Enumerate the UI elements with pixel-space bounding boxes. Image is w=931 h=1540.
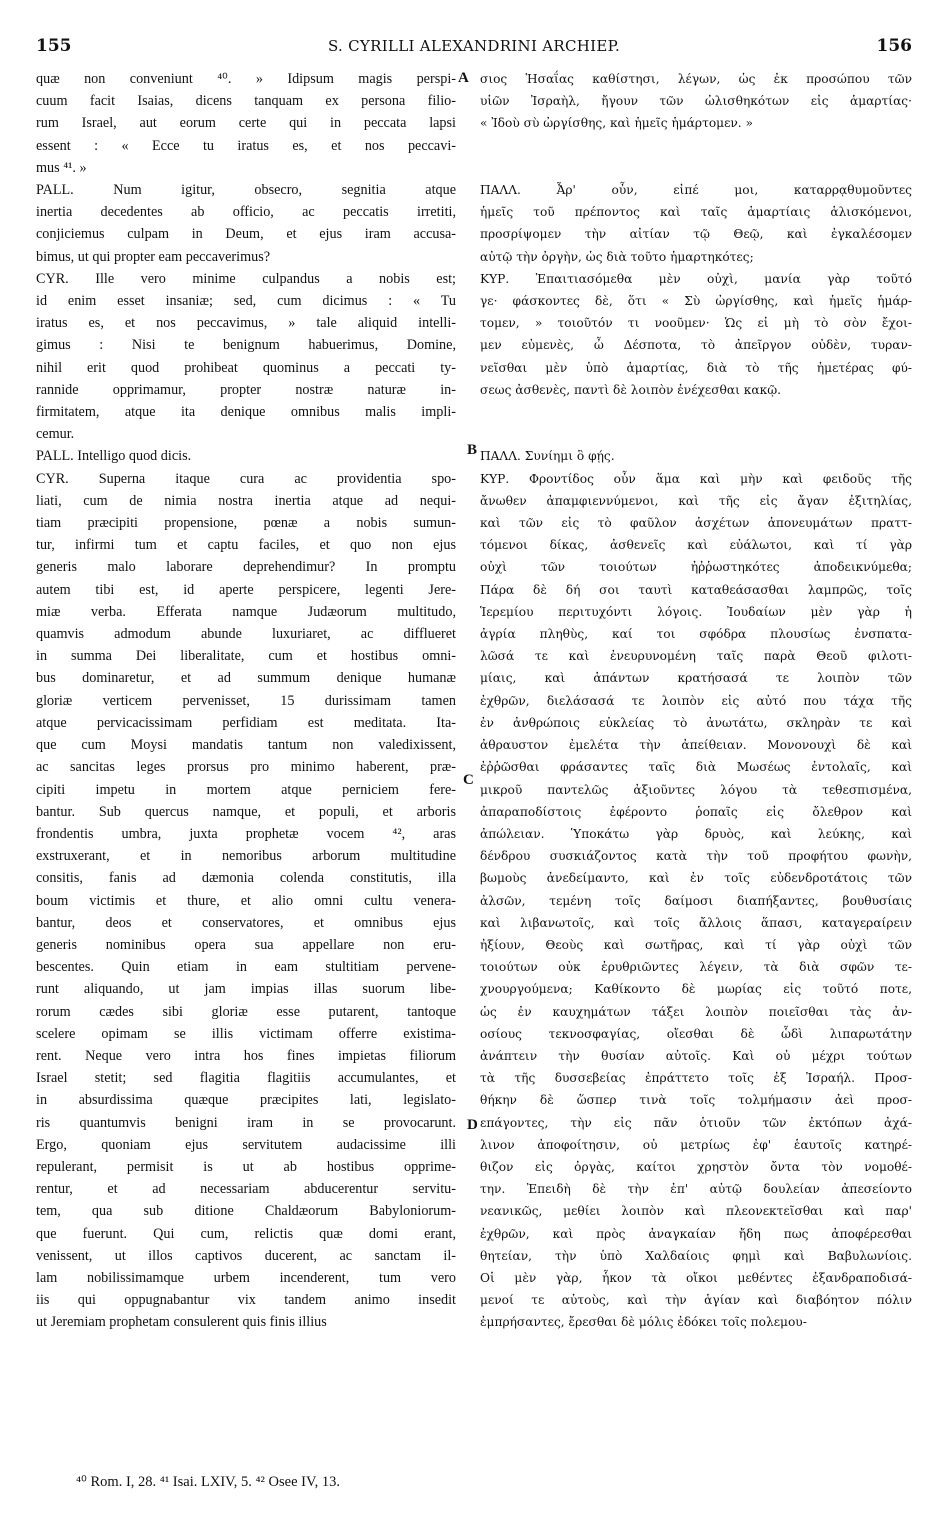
latin-line: boum victimis et thure, et alio omni cultu venera- <box>36 892 456 909</box>
greek-line: τὰ τῆς δυσσεβείας ἐπράττετο τοῖς ἐξ Ἰσραήλ. Προσ- <box>480 1071 912 1086</box>
greek-line: μεν εὐμενὲς, ὦ Δέσποτα, τὸ ἀπεῖργον οὐδὲν, τυραν- <box>480 338 912 353</box>
latin-line: repulerant, permisit is ut ab hostibus opprime- <box>36 1158 456 1175</box>
greek-line: Οἱ μὲν γὰρ, ἧκον τὰ οἴκοι μεθέντες ἐξανδραποδισά- <box>480 1270 912 1285</box>
greek-line: θιζον εἰς ὀργὰς, καίτοι χρηστὸν ὄντα τὸν νομοθέ- <box>480 1159 912 1174</box>
latin-line: liati, cum de nimia nostra inertia atque ad nequi- <box>36 492 456 509</box>
latin-line: que fuerunt. Qui cum, relictis quæ domi erant, <box>36 1225 456 1242</box>
left-page-number: 155 <box>36 36 72 56</box>
greek-line: ἀθραυστον ἐμελέτα τὴν ἀπείθειαν. Μονονουχὶ δὲ καὶ <box>480 738 912 753</box>
greek-line: ΠΑΛΛ. Ἆρ' οὖν, εἰπέ μοι, καταρρᾳθυμοῦντες <box>480 183 912 198</box>
latin-line: quæ non conveniunt ⁴⁰. » Idipsum magis perspi- <box>36 71 456 87</box>
greek-line: « Ἰδοὺ σὺ ὠργίσθης, καὶ ἡμεῖς ἡμάρτομεν. » <box>480 116 753 131</box>
greek-line: λῶσά τε καὶ ἐνευρυνομένη ταῖς παρὰ Θεοῦ φιλοτι- <box>480 649 912 664</box>
greek-line: γε· φάσκοντες δὲ, ὅτι « Σὺ ὠργίσθης, καὶ ἡμεῖς ἡμάρ- <box>480 294 912 309</box>
greek-line: ΚΥΡ. Ἐπαιτιασόμεθα μὲν οὐχὶ, μανία γὰρ τοῦτό <box>480 271 912 286</box>
latin-line: que cum Moysi mandatis tantum non valedixissent, <box>36 737 456 754</box>
greek-line: βωμοὺς ἀνεδείμαντο, καὶ ἐν τοῖς εὐδενδροτάτοις τῶν <box>480 871 912 886</box>
latin-line: cipiti impetu in mortem atque perniciem fere- <box>36 781 456 798</box>
latin-line: gimus : Nisi te benignum habuerimus, Domine, <box>36 337 456 354</box>
greek-column <box>480 68 912 1334</box>
latin-line: cemur. <box>36 426 75 443</box>
greek-line: ἐχθρῶν, καὶ πρὸς ἀναγκαίαν ἤδη πως ἀποφέρεσθαι <box>480 1226 912 1241</box>
latin-line: bantur, deos et conservatores, et omnibus ejus <box>36 914 456 931</box>
greek-line: λινον ἀποφοίτησιν, οὐ μετρίως ἐφ' ἑαυτοῖς κατηρέ- <box>480 1137 912 1152</box>
section-marker-c: C <box>463 772 474 788</box>
latin-line: scelere opimam se illis victimam offerre existima- <box>36 1025 456 1042</box>
latin-line: bimus, ut qui propter eam peccaverimus? <box>36 248 271 265</box>
greek-line: προσρίψομεν τὴν αἰτίαν τῷ Θεῷ, καὶ ἐγκαλέσομεν <box>480 227 912 242</box>
section-marker-a: A <box>458 70 469 86</box>
latin-line: mus ⁴¹. » <box>36 159 87 176</box>
greek-line: καὶ τῶν εἰς τὸ φαῦλον ἀσχέτων ἀπονευμάτων πραττ- <box>480 516 912 531</box>
latin-column <box>36 68 456 1334</box>
greek-line: νεανικῶς, μεθίει λοιπὸν καὶ πλεονεκτεῖσθαι καὶ παρ' <box>480 1204 912 1219</box>
greek-line: ΠΑΛΛ. Συνίημι ὃ φῄς. <box>480 449 615 464</box>
latin-line: runt aliquando, ut jam impias illas suorum libe- <box>36 981 456 998</box>
latin-line: CYR. Superna itaque cura ac providentia spo- <box>36 470 456 487</box>
greek-line: ἡμεῖς τοῦ πρέποντος καὶ ταῖς ἁμαρτίαις ἁλισκόμενοι, <box>480 205 912 220</box>
greek-line: ἀπώλειαν. Ὑποκάτω γὰρ δρυὸς, καὶ λεύκης, καὶ <box>480 826 912 841</box>
latin-line: generis nominibus opera sua appellare non eru- <box>36 936 456 953</box>
greek-line <box>480 135 912 157</box>
greek-line: τόμενοι δίκας, ἀσθενεῖς καὶ εὐάλωτοι, καὶ τί γὰρ <box>480 538 912 553</box>
latin-line: autem tibi est, id aperte perspicere, legenti Jere- <box>36 581 456 598</box>
greek-line: Πάρα δὲ δή σοι ταυτὶ καταθεάσασθαι λαμπρῶς, τοῖς <box>480 582 912 597</box>
latin-line: nihil erit quod prohibeat quominus a peccati ty- <box>36 359 456 376</box>
greek-line: ἀλσῶν, τεμένη τοῖς δαίμοσι διαπήξαντες, βουθυσίαις <box>480 893 912 908</box>
section-marker-b: B <box>467 442 478 458</box>
greek-line: ἠξίουν, Θεοὺς καὶ σωτῆρας, καὶ τί γὰρ οὐχὶ τῶν <box>480 937 912 952</box>
latin-line: rentur, et ad necessariam abducerentur servitu- <box>36 1181 456 1198</box>
latin-line: ris quantumvis benigni iram in se provocarunt. <box>36 1114 456 1131</box>
greek-line: ἐν ἀνθρώποις εὐκλείας τὸ ἀνωτάτω, σκληρὰν τε καὶ <box>480 715 912 730</box>
greek-line: οσίους τεκνοσφαγίας, οἴεσθαι δὲ ὧδὶ λιπαρωτάτην <box>480 1026 912 1041</box>
latin-line: Ergo, quoniam ejus servitutem audacissime illi <box>36 1136 456 1153</box>
section-marker-d: D <box>467 1117 478 1133</box>
greek-line: ὡς ἐν καυχημάτων τάξει λοιπὸν ποιεῖσθαι τὰς ἀν- <box>480 1004 912 1019</box>
greek-line: Ἱερεμίου περιτυχόντι λόγοις. Ἰουδαίων μὲν γὰρ ἡ <box>480 604 912 619</box>
greek-line: ἐῤῥῶσθαι φράσαντες ταῖς διὰ Μωσέως ἐντολαῖς, καὶ <box>480 760 912 775</box>
greek-line: τοιούτων οὐκ ἐρυθριῶντες λέγειν, τὰ διὰ σφῶν τε- <box>480 960 912 975</box>
latin-line: venissent, ut illos captivos ducerent, ac sanctam il- <box>36 1247 456 1264</box>
latin-line: PALL. Intelligo quod dicis. <box>36 448 192 465</box>
greek-line: ἀπαραποδίστοις ἐφέροντο ῥοπαῖς εἰς ὄλεθρον καὶ <box>480 804 912 819</box>
greek-line: ἀγρία πληθὺς, καί τοι σφόδρα πλουσίως ἐνσπατα- <box>480 627 912 642</box>
latin-line: iratus es, et nos peccavimus, » tale aliquid intelli- <box>36 315 456 332</box>
greek-line: θήκην δὲ ὥσπερ τινὰ τοῖς τολμήμασιν ἀεὶ προσ- <box>480 1093 912 1108</box>
latin-line: CYR. Ille vero minime culpandus a nobis est; <box>36 270 456 287</box>
running-title: S. CYRILLI ALEXANDRINI ARCHIEP. <box>327 37 621 55</box>
latin-line: conjiciemus culpam in Deum, et ejus iram accusa- <box>36 226 456 243</box>
latin-line: quamvis admodum abunde luxuriaret, ac difflueret <box>36 626 456 643</box>
latin-line: in summa Dei liberalitate, cum et hostibus omni- <box>36 648 456 665</box>
greek-line: χνουργούμενα; Καθίκοντο δὲ μωρίας εἰς τοῦτό ποτε, <box>480 982 912 997</box>
greek-line <box>480 401 912 423</box>
latin-line: frondentis umbra, juxta prophetæ vocem ⁴², aras <box>36 825 456 842</box>
greek-line: υἱῶν Ἰσραὴλ, ἤγουν τῶν ὠλισθηκότων εἰς ἁμαρτίας· <box>480 94 912 109</box>
right-page-number: 156 <box>876 36 912 56</box>
footnotes: ⁴⁰ Rom. I, 28. ⁴¹ Isai. LXIV, 5. ⁴² Osee IV, 13. <box>76 1474 340 1490</box>
latin-line: PALL. Num igitur, obsecro, segnitia atque <box>36 182 456 199</box>
latin-line: rannide opprimamur, propter nostræ naturæ in- <box>36 381 456 398</box>
greek-line: ἐμπρήσαντες, ἔρεσθαι δὲ μόλις ἐδόκει τοῖς πολεμου- <box>480 1315 807 1330</box>
greek-line: ἀνάπτειν τὴν θυσίαν αὐτοῖς. Καὶ οὐ μέχρι τούτων <box>480 1048 912 1063</box>
greek-line: καὶ λιβανωτοῖς, καὶ τοῖς ἄλλοις ἅπασι, καταγεραίρειν <box>480 915 912 930</box>
greek-line: επάγοντες, τὴν εἰς πᾶν ὁτιοῦν τῶν ἐκτόπων ἀχά- <box>480 1115 912 1130</box>
latin-line: ac sancitas leges prorsus pro minimo haberent, præ- <box>36 759 456 776</box>
latin-line: firmitatem, atque ita denique omnibus malis impli- <box>36 404 456 421</box>
latin-line: miæ verba. Efferata namque Judæorum multitudo, <box>36 603 456 620</box>
latin-line: bantur. Sub quercus namque, et populi, et arboris <box>36 803 456 820</box>
greek-line: αὐτῷ τὴν ὀργὴν, ὡς διὰ τοῦτο ἡμαρτηκότες; <box>480 249 754 264</box>
greek-line <box>480 157 912 179</box>
greek-line: οὐχὶ τῶν τοιούτων ἠῤῥωστηκότες ἀποδεικνύμεθα; <box>480 560 912 575</box>
latin-line: bus dominaretur, et ad summum denique humanæ <box>36 670 456 687</box>
latin-line: Israel stetit; sed flagitia flagitiis accumulantes, et <box>36 1070 456 1087</box>
latin-line: in absurdissima quæque præcipites lati, legislato- <box>36 1092 456 1109</box>
latin-line: essent : « Ecce tu iratus es, et nos peccavi- <box>36 137 456 154</box>
latin-line: rum Israel, aut eorum certe qui in peccata lapsi <box>36 115 456 132</box>
greek-line <box>480 423 912 445</box>
latin-line: ut Jeremiam prophetam consulerent quis finis illius <box>36 1314 327 1331</box>
latin-line: iis qui oppugnabantur vix tandem animo insedit <box>36 1292 456 1309</box>
greek-line: ἐχθρῶν, διελάσασά τε λοιπὸν εἰς αὐτό που τάχα τῆς <box>480 693 912 708</box>
latin-line: tur, infirmi tum et captu faciles, et quo non ejus <box>36 537 456 554</box>
running-header <box>36 36 912 60</box>
greek-line: την. Ἐπειδὴ δὲ τὴν ἐπ' αὐτῷ δουλείαν ἀπεσείοντο <box>480 1182 912 1197</box>
latin-line: tiam præcipiti propensione, pœnæ a nobis sumun- <box>36 515 456 532</box>
latin-line: inertia decedentes ab officio, ac peccatis irretiti, <box>36 204 456 221</box>
latin-line: rorum cædes sibi gloriæ esse putarent, tantoque <box>36 1003 456 1020</box>
latin-line: exstruxerant, et in nemoribus arborum multitudine <box>36 848 456 865</box>
greek-line: ἄνωθεν ἀπαμφιεννύμενοι, καὶ τῆς εἰς ἄγαν ἐξιτηλίας, <box>480 493 912 508</box>
greek-line: μίαις, καὶ ἁπάντων κρατήσασά τε λοιπὸν τῶν <box>480 671 912 686</box>
greek-line: νεῖσθαι μὲν ὑπὸ ἁμαρτίας, διὰ τὸ τῆς ἡμετέρας φύ- <box>480 360 912 375</box>
greek-line: δένδρου συσκιάζοντος κατὰ τὴν τοῦ προφήτου φωνὴν, <box>480 849 912 864</box>
greek-line: τομεν, » τοιοῦτόν τι νοοῦμεν· Ὡς εἰ μὴ τὸ σὸν ἔχοι- <box>480 316 912 331</box>
latin-line: rent. Neque vero intra hos fines impietas filiorum <box>36 1047 456 1064</box>
greek-line: ΚΥΡ. Φροντίδος οὖν ἅμα καὶ μὴν καὶ φειδοῦς τῆς <box>480 471 912 486</box>
latin-line: tem, qua sub ditione Chaldæorum Babyloniorum- <box>36 1203 456 1220</box>
latin-line: consitis, fanis ad dæmonia colenda constitutis, illa <box>36 870 456 887</box>
greek-line: σιος Ἡσαΐας καθίστησι, λέγων, ὡς ἐκ προσώπου τῶν <box>480 72 912 86</box>
latin-line: bescentes. Quin etiam in eam stultitiam pervene- <box>36 959 456 976</box>
latin-line: lam nobilissimamque urbem incenderent, tum vero <box>36 1269 456 1286</box>
latin-line: atque pervicacissimam perfidiam est meditata. Ita- <box>36 714 456 731</box>
greek-line: θητείαν, τὴν ὑπὸ Χαλδαίοις φημὶ καὶ Βαβυλωνίοις. <box>480 1248 912 1263</box>
greek-line: σεως ἀσθενὲς, παντὶ δὲ λοιπὸν ἐνέχεσθαι κακῷ. <box>480 382 782 397</box>
latin-line: cuum facit Isaias, dicens tanquam ex persona filio- <box>36 93 456 110</box>
latin-line: gloriæ verticem pervenisset, 15 durissimam tamen <box>36 692 456 709</box>
greek-line: μενοί τε αὐτοὺς, καὶ τὴν ἁγίαν καὶ διαβόητον πόλιν <box>480 1293 912 1308</box>
greek-line: μικροῦ παντελῶς ἀξιοῦντες λόγου τὰ τεθεσπισμένα, <box>480 782 912 797</box>
latin-line: id enim esset insaniæ; sed, cum dicimus : « Tu <box>36 293 456 310</box>
latin-line: generis malo laborare deprehendimur? In promptu <box>36 559 456 576</box>
